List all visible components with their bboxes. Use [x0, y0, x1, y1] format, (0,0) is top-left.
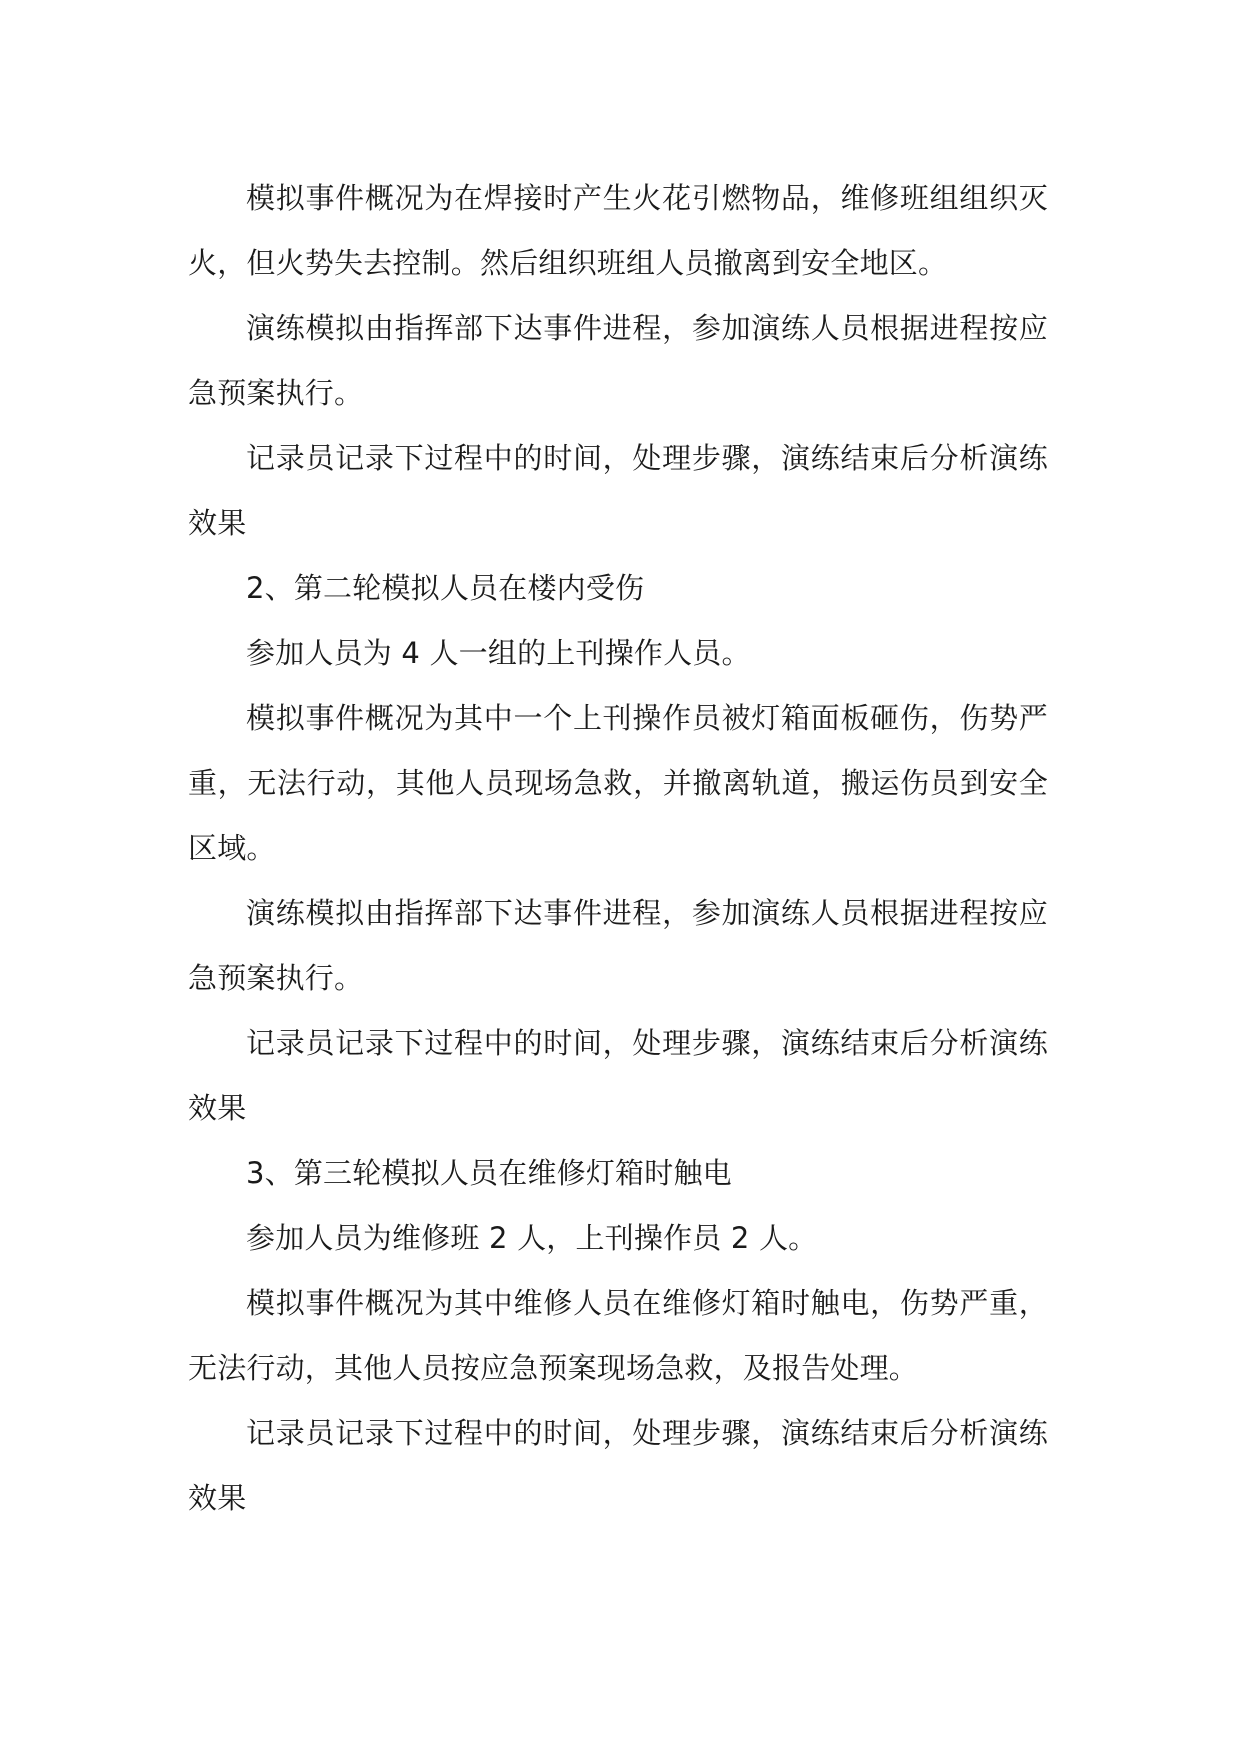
heading-round-2: 2、第二轮模拟人员在楼内受伤 [246, 571, 645, 605]
paragraph-injury-scenario: 模拟事件概况为其中一个上刊操作员被灯箱面板砸伤，伤势严重，无法行动，其他人员现场急救，并撤离轨道，搬运伤员到安全区域。 [188, 701, 1048, 865]
paragraph-drill-command-1: 演练模拟由指挥部下达事件进程，参加演练人员根据进程按应急预案执行。 [188, 311, 1048, 410]
paragraph-recorder-3: 记录员记录下过程中的时间，处理步骤，演练结束后分析演练效果 [188, 1416, 1048, 1515]
paragraph-fire-scenario: 模拟事件概况为在焊接时产生火花引燃物品，维修班组组织灭火，但火势失去控制。然后组织班组人员撤离到安全地区。 [188, 181, 1048, 280]
paragraph-participants-3: 参加人员为维修班 2 人，上刊操作员 2 人。 [246, 1221, 818, 1255]
paragraph-recorder-2: 记录员记录下过程中的时间，处理步骤，演练结束后分析演练效果 [188, 1026, 1048, 1125]
heading-round-3: 3、第三轮模拟人员在维修灯箱时触电 [246, 1156, 732, 1190]
paragraph-recorder-1: 记录员记录下过程中的时间，处理步骤，演练结束后分析演练效果 [188, 441, 1048, 540]
paragraph-participants-2: 参加人员为 4 人一组的上刊操作人员。 [246, 636, 751, 670]
paragraph-drill-command-2: 演练模拟由指挥部下达事件进程，参加演练人员根据进程按应急预案执行。 [188, 896, 1048, 995]
document-body [188, 166, 1048, 1531]
paragraph-electrocution-scenario: 模拟事件概况为其中维修人员在维修灯箱时触电，伤势严重，无法行动，其他人员按应急预案现场急救，及报告处理。 [188, 1286, 1048, 1385]
